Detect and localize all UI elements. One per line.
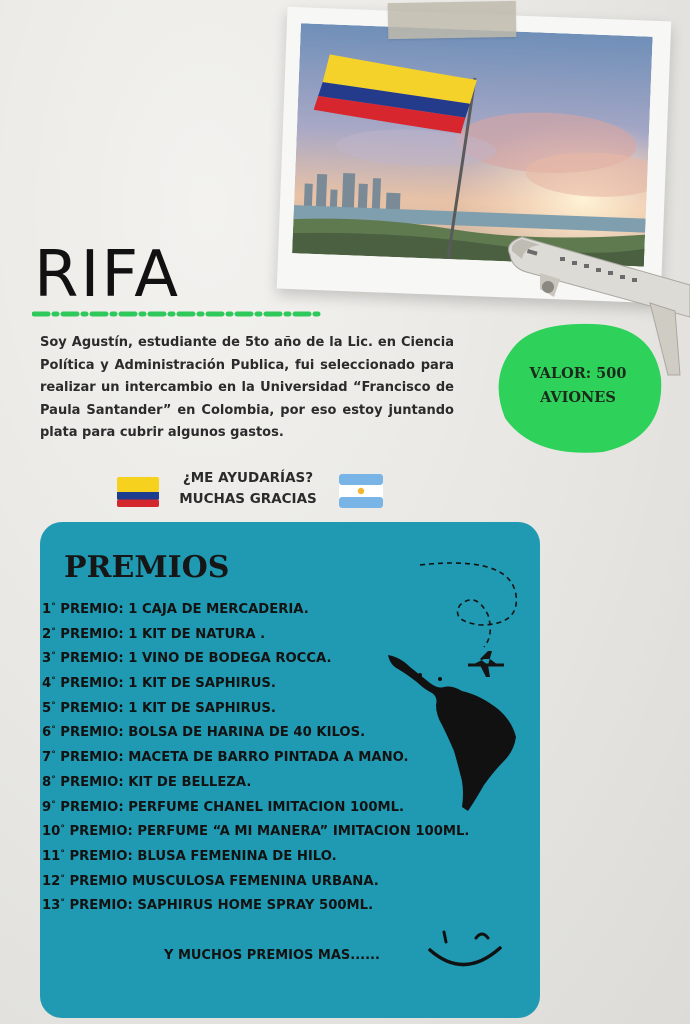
degree-mark: ° <box>51 774 56 785</box>
degree-mark: ° <box>51 651 56 662</box>
prize-text: PREMIO: 1 KIT DE NATURA . <box>55 626 266 642</box>
prize-text: PREMIO MUSCULOSA FEMENINA URBANA. <box>64 873 379 889</box>
intro-paragraph: Soy Agustín, estudiante de 5to año de la Lic. en Ciencia Política y Administración Publica, fui seleccionado para realizar un intercambio en la Universidad “Francisco de Paula Santander” en Colombia, por eso estoy juntando plata para cubrir algunos gastos. <box>40 335 454 440</box>
degree-mark: ° <box>60 848 65 859</box>
degree-mark: ° <box>60 898 65 909</box>
prize-text: PREMIO: SAPHIRUS HOME SPRAY 500ML. <box>64 898 374 914</box>
prize-number: 6 <box>42 725 52 741</box>
prize-text: PREMIO: 1 KIT DE SAPHIRUS. <box>55 676 276 692</box>
prize-number: 10 <box>42 824 61 840</box>
prize-number: 7 <box>42 750 52 766</box>
degree-mark: ° <box>51 725 56 736</box>
prize-text: PREMIO: 1 VINO DE BODEGA ROCCA. <box>55 651 332 667</box>
help-thanks: MUCHAS GRACIAS <box>179 491 317 507</box>
colombia-flag-icon <box>117 477 159 507</box>
prize-number: 12 <box>42 873 61 889</box>
smiley-icon <box>420 918 510 978</box>
prize-text: PREMIO: BOLSA DE HARINA DE 40 KILOS. <box>55 725 366 741</box>
degree-mark: ° <box>60 824 65 835</box>
prize-number: 2 <box>42 626 52 642</box>
more-prizes-text: Y MUCHOS PREMIOS MAS...... <box>164 948 380 963</box>
prize-number: 13 <box>42 898 61 914</box>
prize-number: 5 <box>42 700 52 716</box>
value-line1: VALOR: 500 <box>529 365 627 382</box>
prize-item <box>42 845 469 870</box>
prize-text: PREMIO: 1 CAJA DE MERCADERIA. <box>55 602 309 617</box>
value-line2: AVIONES <box>540 389 616 406</box>
prize-text: PREMIO: PERFUME CHANEL IMITACION 100ML. <box>55 799 405 815</box>
page-title: RIFA <box>34 238 181 312</box>
prize-number: 1 <box>42 602 52 617</box>
prize-number: 4 <box>42 676 52 692</box>
degree-mark: ° <box>51 700 56 711</box>
degree-mark: ° <box>51 676 56 687</box>
degree-mark: ° <box>51 602 56 612</box>
prize-number: 9 <box>42 799 52 815</box>
premios-title: PREMIOS <box>64 550 230 585</box>
south-america-map-icon <box>380 555 540 825</box>
prize-number: 8 <box>42 774 52 790</box>
dashed-divider <box>32 309 322 319</box>
help-question: ¿ME AYUDARÍAS? <box>182 470 314 486</box>
prize-text: PREMIO: MACETA DE BARRO PINTADA A MANO. <box>55 750 409 766</box>
prize-text: PREMIO: KIT DE BELLEZA. <box>55 774 252 790</box>
degree-mark: ° <box>60 873 65 884</box>
help-message <box>158 468 338 510</box>
prize-number: 11 <box>42 848 61 864</box>
prize-text: PREMIO: PERFUME “A MI MANERA” IMITACION 100ML. <box>64 824 470 840</box>
tape-strip <box>388 1 517 39</box>
degree-mark: ° <box>51 626 56 637</box>
degree-mark: ° <box>51 750 56 761</box>
prize-item <box>42 870 469 895</box>
value-text <box>493 362 663 410</box>
degree-mark: ° <box>51 799 56 810</box>
argentina-flag-icon <box>339 474 383 508</box>
prize-text: PREMIO: BLUSA FEMENINA DE HILO. <box>64 848 337 864</box>
prize-text: PREMIO: 1 KIT DE SAPHIRUS. <box>55 700 276 716</box>
prize-item <box>42 894 469 919</box>
prize-number: 3 <box>42 651 52 667</box>
